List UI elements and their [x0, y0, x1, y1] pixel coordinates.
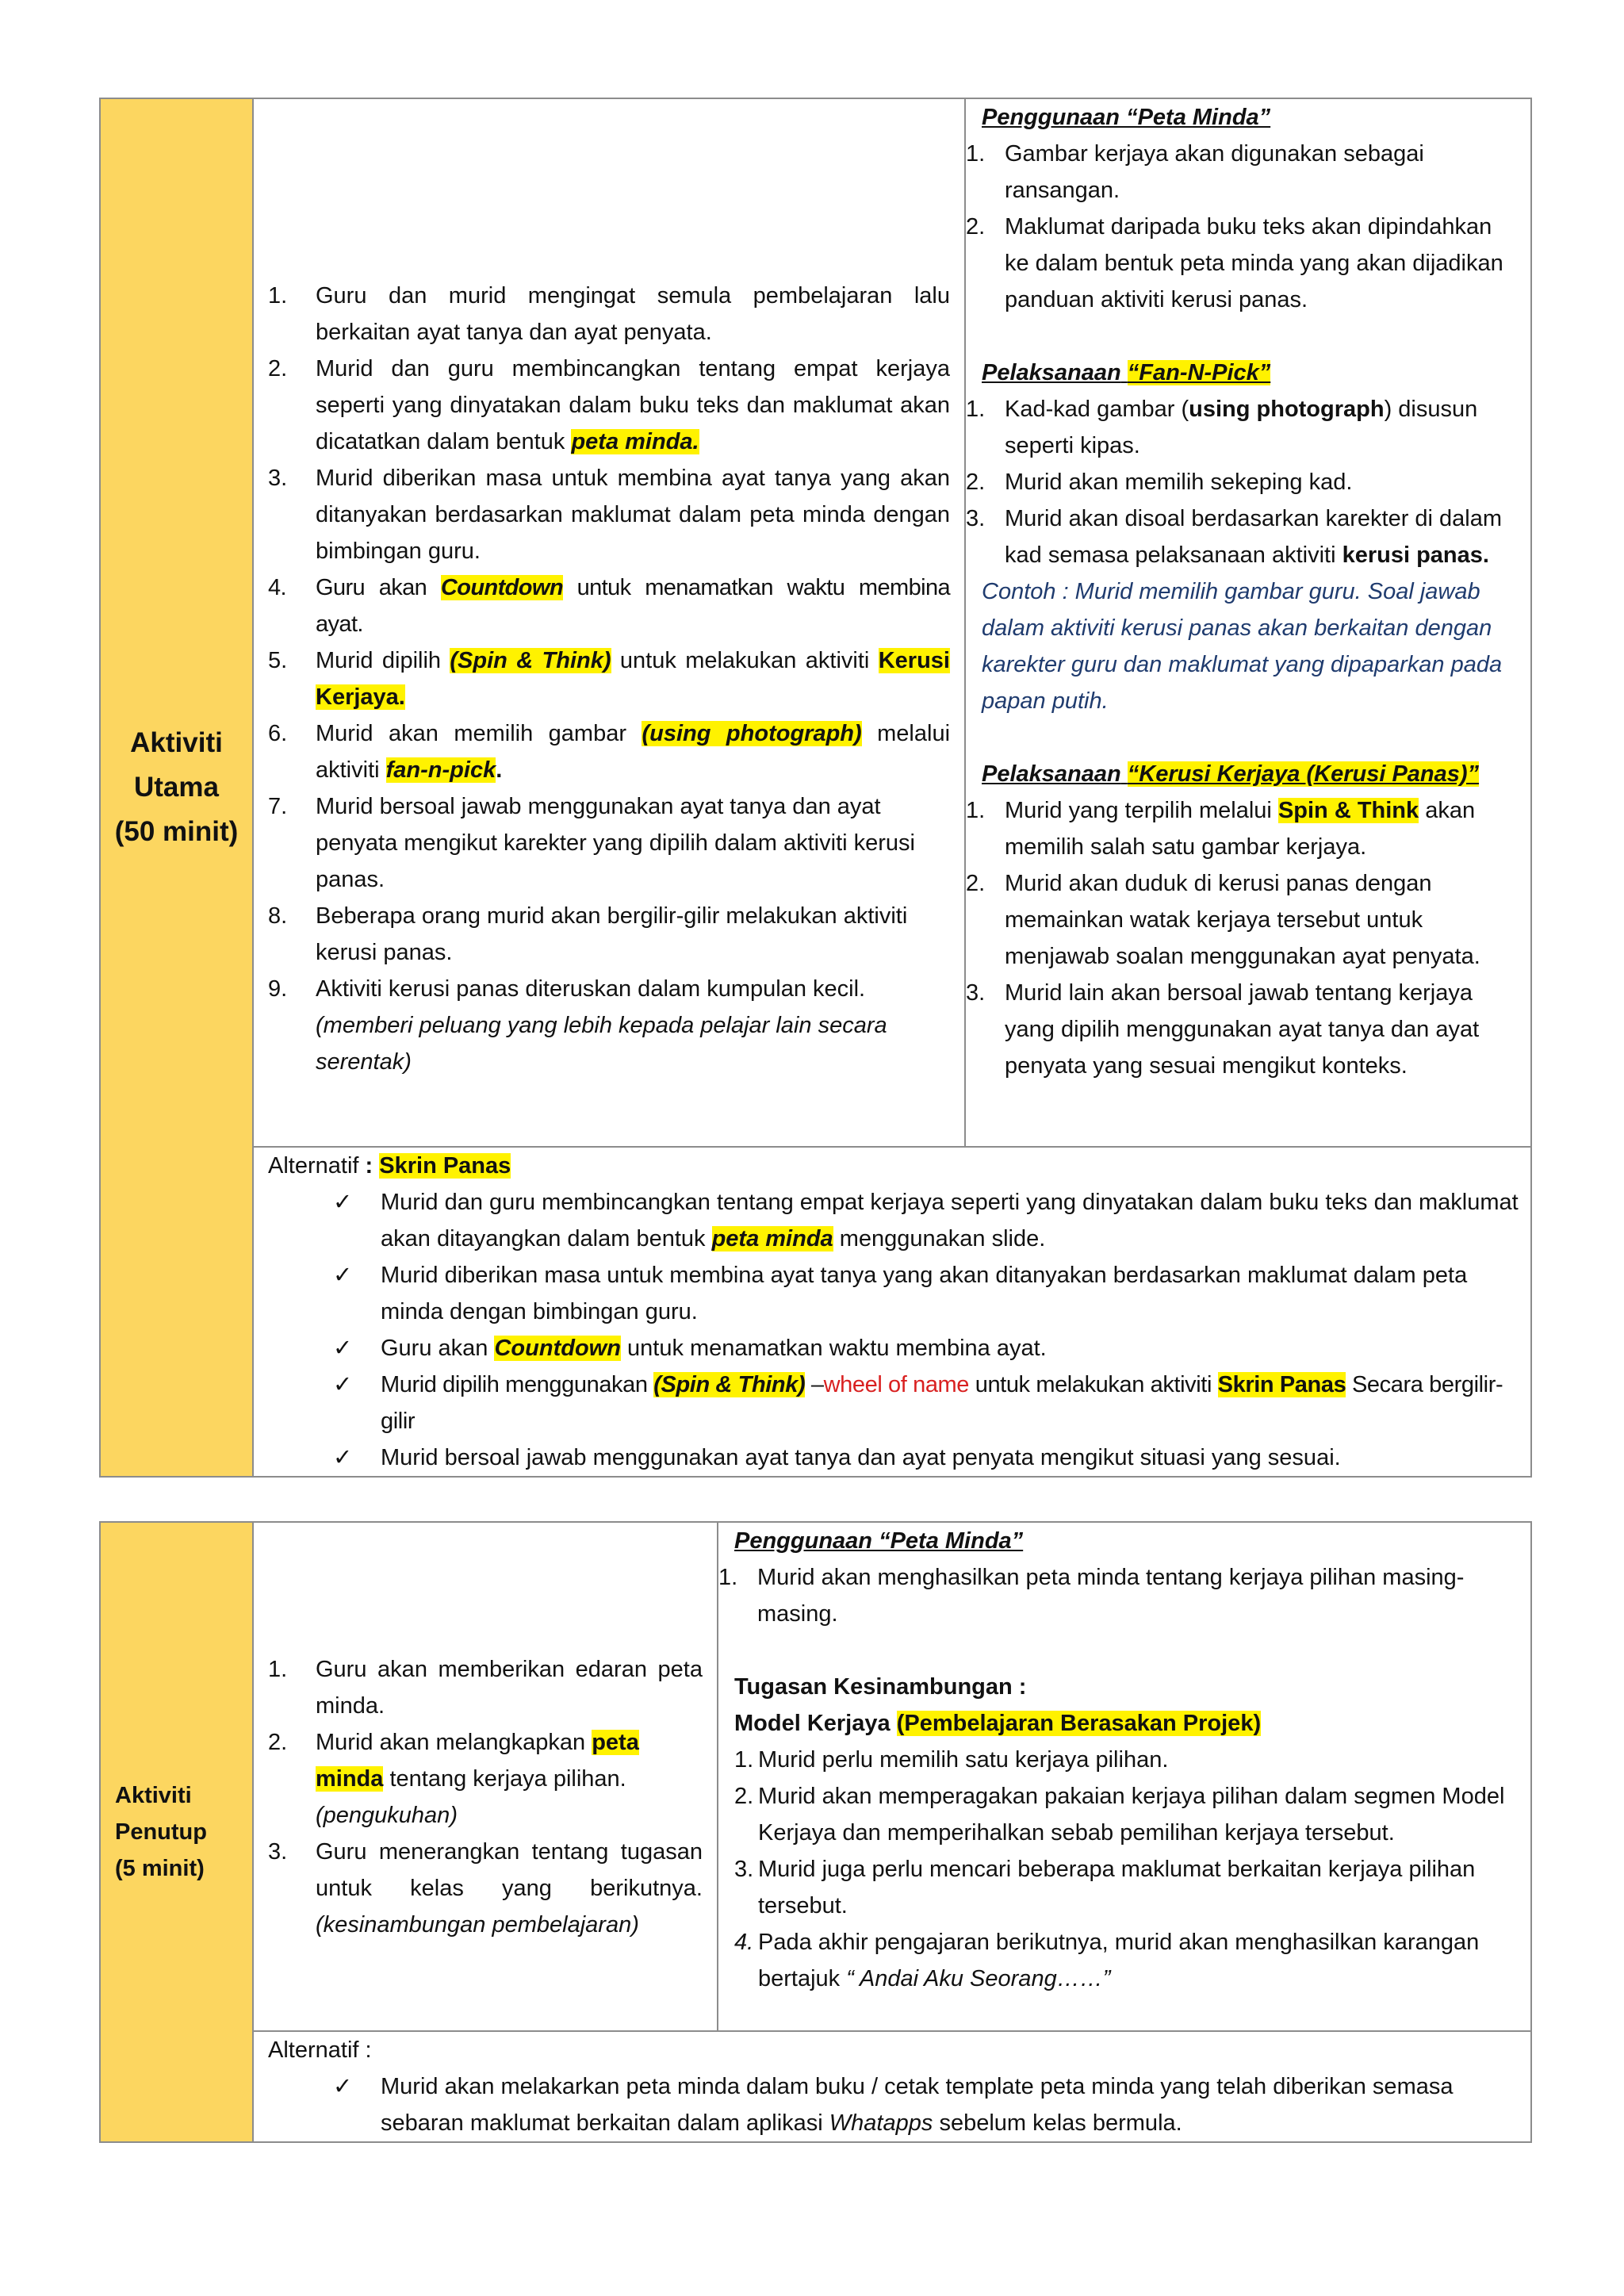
- alternatif-list: [268, 1184, 1521, 1476]
- steps-cell: [253, 1522, 718, 2031]
- table-aktiviti-penutup: [99, 1521, 1532, 2143]
- list-item: 1. Gambar kerjaya akan digunakan sebagai ransangan.: [966, 141, 1424, 203]
- contoh-note: Contoh : Murid memilih gambar guru. Soal jawab dalam aktiviti kerusi panas akan berkaitan dengan karekter guru dan maklumat yang dipaparkan pada papan putih.: [982, 579, 1503, 714]
- tugasan-heading: Tugasan Kesinambungan :: [734, 1674, 1027, 1700]
- alternatif-cell: [253, 2031, 1531, 2142]
- highlight-using-photograph: (using photograph): [642, 721, 862, 746]
- list-item: 1. Murid perlu memilih satu kerjaya pilihan.: [734, 1747, 1169, 1773]
- list-item: 5. Murid dipilih (Spin & Think) untuk melakukan aktiviti Kerusi Kerjaya.: [268, 648, 950, 710]
- list-item: 3. Murid diberikan masa untuk membina ayat tanya yang akan ditanyakan berdasarkan maklumat dalam peta minda dengan bimbingan guru.: [268, 466, 950, 564]
- label-line: (50 minit): [114, 816, 239, 847]
- list-item: ✓ Murid dipilih menggunakan (Spin & Think) –wheel of name untuk melakukan aktiviti Skrin Panas Secara bergilir-gilir: [268, 1366, 1521, 1439]
- tugasan-block: [718, 1669, 1516, 1997]
- heading-kerusi-kerjaya: Pelaksanaan “Kerusi Kerjaya (Kerusi Panas)”: [982, 761, 1480, 787]
- table-aktiviti-utama: [99, 98, 1532, 1478]
- highlight-countdown: Countdown: [440, 575, 563, 600]
- tugasan-list: [734, 1742, 1516, 1997]
- label-line: Aktiviti: [130, 727, 223, 758]
- check-icon: ✓: [333, 1445, 353, 1470]
- alternatif-heading: Alternatif : Skrin Panas: [268, 1153, 511, 1179]
- alternatif-list: [268, 2068, 1521, 2141]
- list-item: 2. Murid akan duduk di kerusi panas dengan memainkan watak kerjaya tersebut untuk menjawab soalan menggunakan ayat penyata.: [966, 871, 1480, 969]
- list-item: 4. Pada akhir pengajaran berikutnya, murid akan menghasilkan karangan bertajuk “ Andai Aku Seorang……”: [734, 1930, 1480, 1991]
- label-line: Aktiviti: [115, 1783, 192, 1808]
- check-icon: ✓: [333, 1372, 352, 1397]
- peta-minda-list: [966, 136, 1521, 318]
- highlight-fan-n-pick: fan-n-pick: [385, 757, 496, 783]
- fan-n-pick-list: [966, 391, 1521, 573]
- list-item: 7. Murid bersoal jawab menggunakan ayat tanya dan ayat penyata mengikut karekter yang dipilih dalam aktiviti kerusi panas.: [268, 794, 915, 892]
- peta-minda-list: [718, 1559, 1516, 1632]
- method-cell: [718, 1522, 1531, 2031]
- steps-list: [268, 1651, 703, 1943]
- list-item: 1. Murid akan menghasilkan peta minda tentang kerjaya pilihan masing-masing.: [718, 1565, 1465, 1627]
- list-item: 4. Guru akan Countdown untuk menamatkan waktu membina ayat.: [268, 575, 950, 637]
- highlight-spin-think: (Spin & Think): [450, 648, 611, 673]
- list-item: 1. Guru dan murid mengingat semula pembelajaran lalu berkaitan ayat tanya dan ayat penyata.: [268, 283, 950, 345]
- check-icon: ✓: [333, 1336, 353, 1361]
- list-item: ✓ Murid akan melakarkan peta minda dalam buku / cetak template peta minda yang telah diberikan semasa sebaran maklumat berkaitan dalam aplikasi Whatapps sebelum kelas bermula.: [268, 2068, 1521, 2141]
- list-item: 1. Kad-kad gambar (using photograph) disusun seperti kipas.: [966, 397, 1478, 458]
- section-label-penutup: [100, 1522, 253, 2142]
- label-line: (5 minit): [115, 1856, 205, 1881]
- highlight-peta-minda: peta minda: [316, 1730, 639, 1792]
- list-item: 3. Murid akan disoal berdasarkan karekter di dalam kad semasa pelaksanaan aktiviti kerusi panas.: [966, 506, 1503, 568]
- list-item: 3. Guru menerangkan tentang tugasan untuk kelas yang berikutnya. (kesinambungan pembelajaran): [268, 1839, 703, 1938]
- list-item: 6. Murid akan memilih gambar (using photograph) melalui aktiviti fan-n-pick.: [268, 721, 951, 783]
- heading-peta-minda: Penggunaan “Peta Minda”: [734, 1528, 1024, 1554]
- list-item: ✓ Murid dan guru membincangkan tentang empat kerjaya seperti yang dinyatakan dalam buku teks dan maklumat akan ditayangkan dalam bentuk peta minda menggunakan slide.: [268, 1184, 1521, 1257]
- list-item: ✓ Murid diberikan masa untuk membina ayat tanya yang akan ditanyakan berdasarkan maklumat dalam peta minda dengan bimbingan guru.: [268, 1257, 1521, 1330]
- list-item: 2. Murid akan melangkapkan peta minda tentang kerjaya pilihan. (pengukuhan): [268, 1730, 639, 1828]
- highlight-kerusi-kerjaya: Kerusi Kerjaya.: [316, 648, 950, 710]
- steps-cell: [253, 98, 965, 1147]
- steps-list: [268, 278, 950, 1080]
- list-item: 8. Beberapa orang murid akan bergilir-gilir melakukan aktiviti kerusi panas.: [268, 903, 908, 965]
- list-item: ✓ Murid bersoal jawab menggunakan ayat tanya dan ayat penyata mengikut situasi yang sesuai.: [268, 1439, 1521, 1476]
- list-item: 9. Aktiviti kerusi panas diteruskan dalam kumpulan kecil. (memberi peluang yang lebih kepada pelajar lain secara serentak): [268, 976, 887, 1075]
- check-icon: ✓: [333, 1190, 353, 1215]
- alternatif-cell: [253, 1147, 1531, 1477]
- list-item: 2. Murid dan guru membincangkan tentang empat kerjaya seperti yang dinyatakan dalam buku teks dan maklumat akan dicatatkan dalam bentuk peta minda.: [268, 356, 950, 454]
- method-cell: [965, 98, 1531, 1147]
- list-item: 2. Murid akan memperagakan pakaian kerjaya pilihan dalam segmen Model Kerjaya dan memperihalkan sebab pemilihan kerjaya tersebut.: [734, 1784, 1505, 1846]
- section-label-utama: [100, 98, 253, 1477]
- list-item: 3. Murid juga perlu mencari beberapa maklumat berkaitan kerjaya pilihan tersebut.: [734, 1857, 1476, 1918]
- heading-fan-n-pick: Pelaksanaan “Fan-N-Pick”: [982, 360, 1271, 385]
- list-item: 3. Murid lain akan bersoal jawab tentang kerjaya yang dipilih menggunakan ayat tanya dan ayat penyata yang sesuai mengikut konteks.: [966, 980, 1480, 1079]
- alternatif-heading: Alternatif :: [268, 2037, 372, 2063]
- kerusi-kerjaya-list: [966, 792, 1521, 1084]
- list-item: 2. Murid akan memilih sekeping kad.: [966, 470, 1353, 495]
- label-line: Utama: [134, 772, 219, 803]
- highlight-peta-minda: peta minda.: [571, 429, 699, 454]
- list-item: 1. Murid yang terpilih melalui Spin & Think akan memilih salah satu gambar kerjaya.: [966, 798, 1476, 860]
- check-icon: ✓: [333, 1263, 353, 1288]
- model-kerjaya-heading: Model Kerjaya (Pembelajaran Berasakan Projek): [734, 1711, 1262, 1736]
- list-item: 2. Maklumat daripada buku teks akan dipindahkan ke dalam bentuk peta minda yang akan dijadikan panduan aktiviti kerusi panas.: [966, 214, 1503, 312]
- check-icon: ✓: [333, 2074, 353, 2099]
- highlight-skrin-panas: Skrin Panas: [379, 1153, 511, 1179]
- list-item: ✓ Guru akan Countdown untuk menamatkan waktu membina ayat.: [268, 1330, 1521, 1366]
- heading-peta-minda: Penggunaan “Peta Minda”: [982, 105, 1271, 130]
- list-item: 1. Guru akan memberikan edaran peta minda.: [268, 1657, 703, 1719]
- label-line: Penutup: [115, 1819, 207, 1845]
